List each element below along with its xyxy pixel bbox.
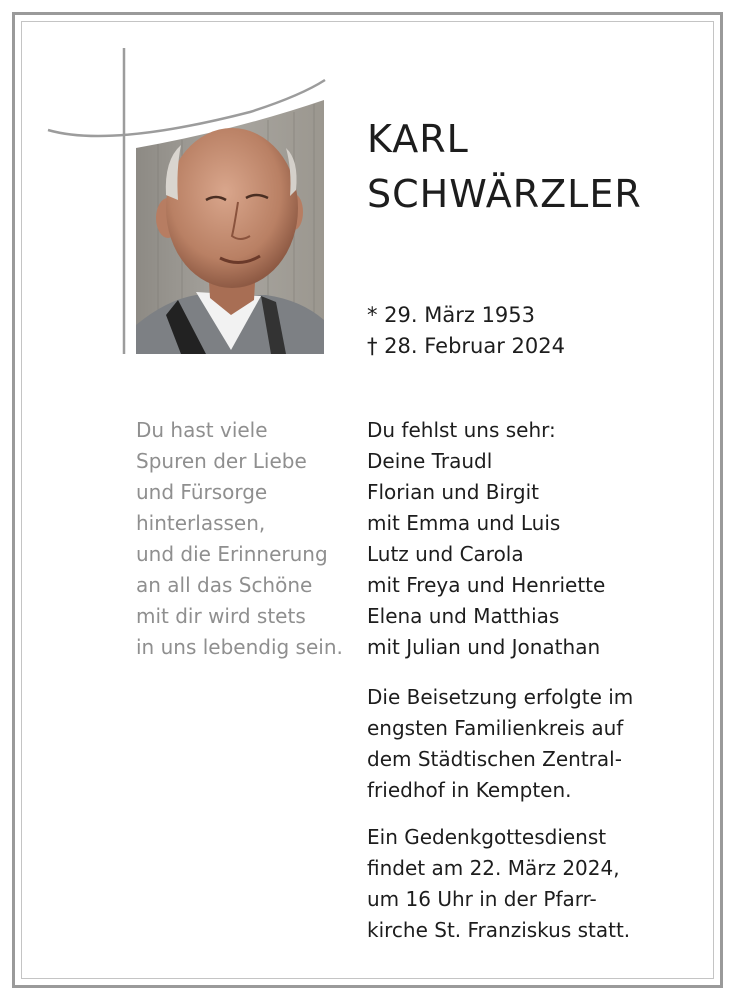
memorial-verse xyxy=(136,415,343,663)
service-line: kirche St. Franziskus statt. xyxy=(367,918,631,942)
family-line: Lutz und Carola xyxy=(367,542,524,566)
memorial-service-notice xyxy=(367,822,630,946)
burial-line: engsten Familienkreis auf xyxy=(367,716,624,740)
family-list xyxy=(367,415,605,663)
service-line: findet am 22. März 2024, xyxy=(367,856,620,880)
verse-line: Spuren der Liebe xyxy=(136,449,307,473)
family-line: Du fehlst uns sehr: xyxy=(367,418,556,442)
service-line: um 16 Uhr in der Pfarr- xyxy=(367,887,597,911)
burial-notice xyxy=(367,682,633,806)
family-line: mit Emma und Luis xyxy=(367,511,561,535)
verse-line: in uns lebendig sein. xyxy=(136,635,343,659)
birth-date: * 29. März 1953 xyxy=(367,303,536,327)
verse-line: Du hast viele xyxy=(136,418,268,442)
death-date: † 28. Februar 2024 xyxy=(367,334,565,358)
family-line: Elena und Matthias xyxy=(367,604,560,628)
first-name: KARL xyxy=(367,117,469,161)
family-line: mit Julian und Jonathan xyxy=(367,635,601,659)
verse-line: und Fürsorge xyxy=(136,480,268,504)
verse-line: hinterlassen, xyxy=(136,511,266,535)
portrait-photo xyxy=(136,100,324,354)
last-name: SCHWÄRZLER xyxy=(367,172,642,216)
life-dates xyxy=(367,300,565,362)
verse-line: an all das Schöne xyxy=(136,573,313,597)
burial-line: friedhof in Kempten. xyxy=(367,778,572,802)
burial-line: Die Beisetzung erfolgte im xyxy=(367,685,634,709)
service-line: Ein Gedenkgottesdienst xyxy=(367,825,607,849)
family-line: Deine Traudl xyxy=(367,449,493,473)
verse-line: mit dir wird stets xyxy=(136,604,306,628)
verse-line: und die Erinnerung xyxy=(136,542,328,566)
burial-line: dem Städtischen Zentral- xyxy=(367,747,622,771)
family-line: mit Freya und Henriette xyxy=(367,573,606,597)
family-line: Florian und Birgit xyxy=(367,480,540,504)
deceased-name xyxy=(367,112,642,222)
